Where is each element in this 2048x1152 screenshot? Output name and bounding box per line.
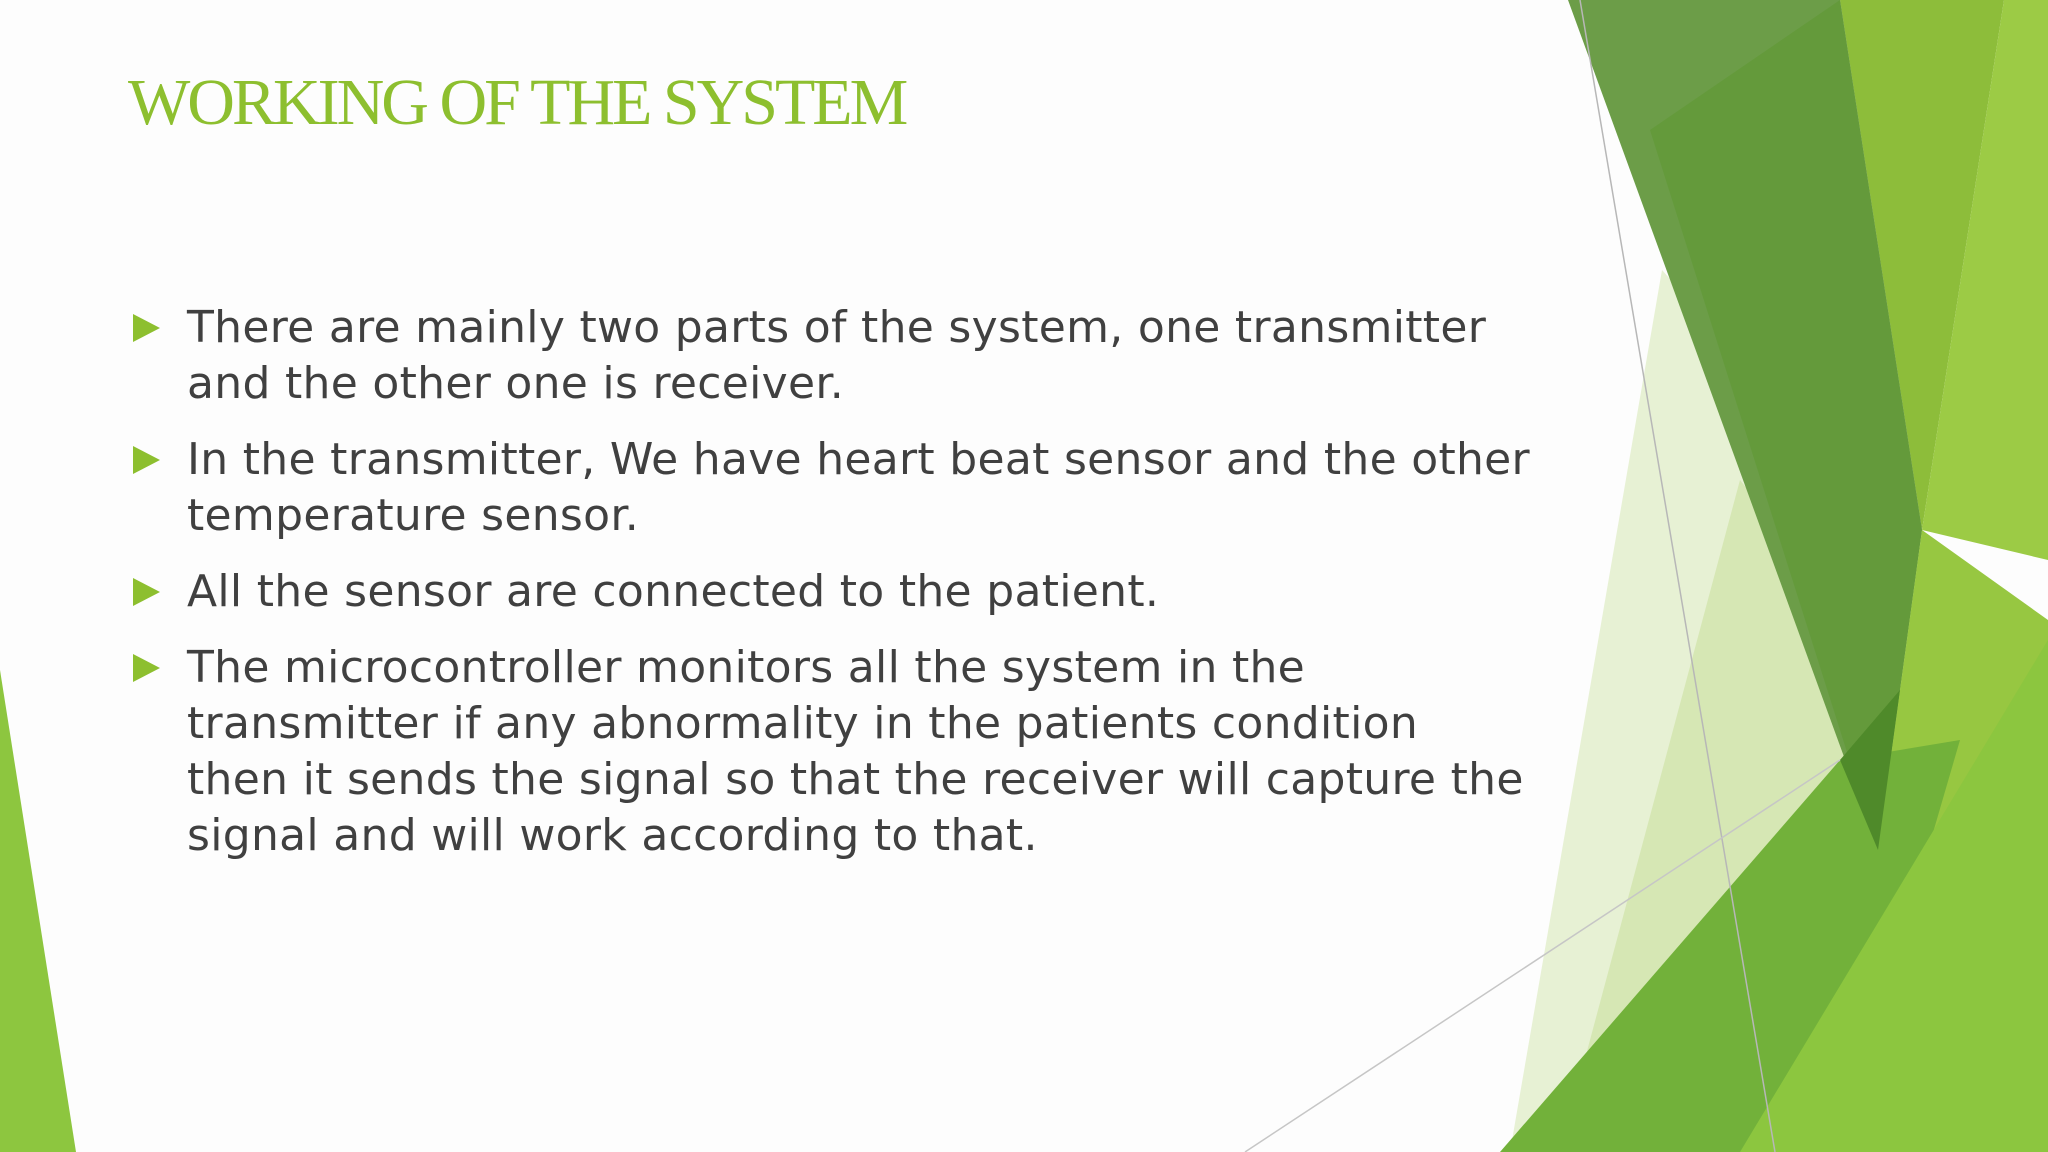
triangle-right-icon [133,640,187,696]
bullet-item [133,564,1533,620]
bullet-text: There are mainly two parts of the system, one transmitter and the other one is receiver. [187,302,1487,409]
left-green-wedge [0,670,76,1152]
triangle-right-icon [133,300,187,356]
slide-title: WORKING OF THE SYSTEM [128,66,906,139]
triangle-right-icon [133,432,187,488]
bullet-item [133,300,1533,412]
bullet-text: All the sensor are connected to the patient. [187,566,1160,617]
bullet-item [133,640,1533,864]
bullet-list [133,300,1533,884]
bullet-text: The microcontroller monitors all the system in the transmitter if any abnormality in the patients condition then it sends the signal so that the receiver will capture the signal and will work according to that. [187,642,1524,861]
bullet-text: In the transmitter, We have heart beat sensor and the other temperature sensor. [187,434,1530,541]
bullet-item [133,432,1533,544]
triangle-right-icon [133,564,187,620]
